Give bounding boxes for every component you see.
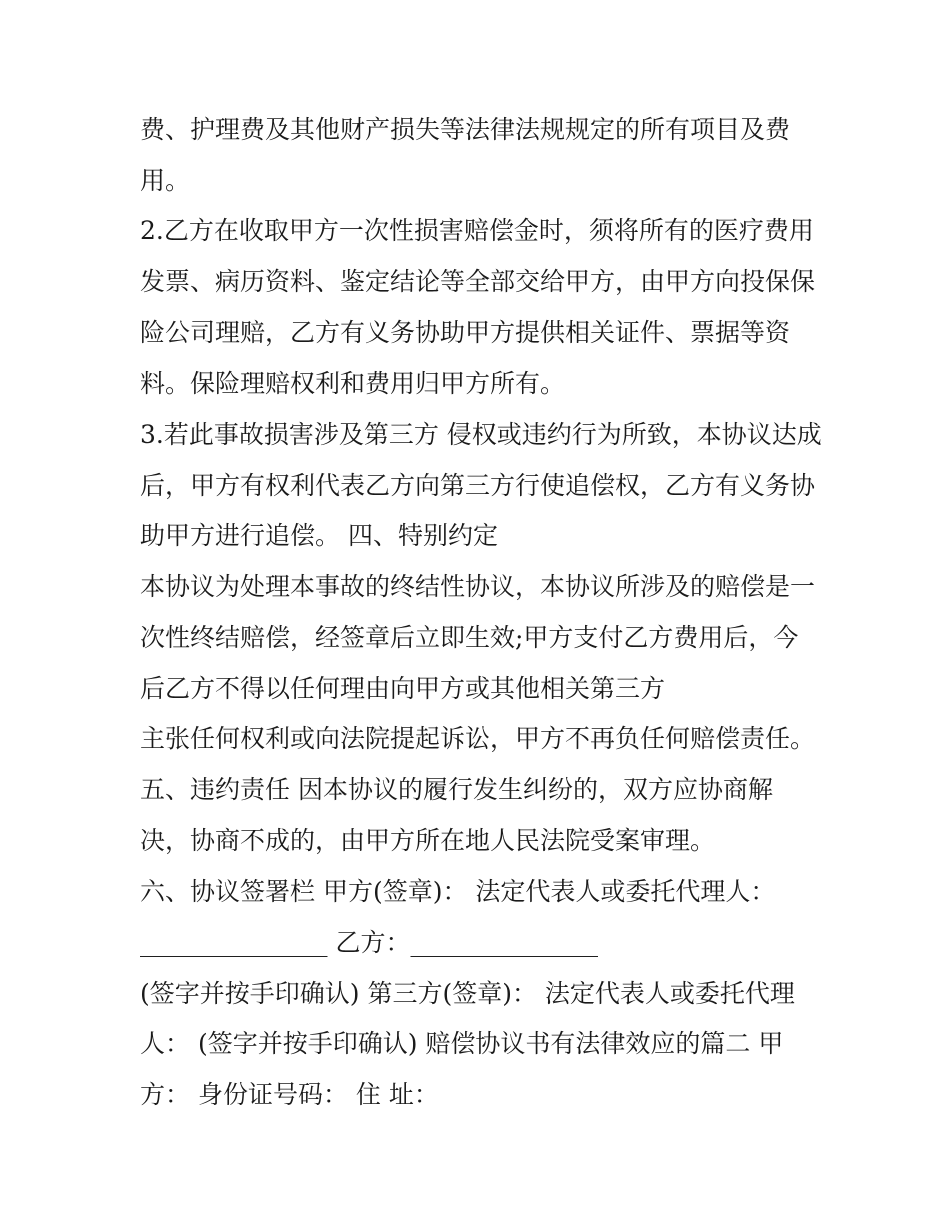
text-line: 人： (签字并按手印确认) 赔偿协议书有法律效应的篇二 甲: [140, 1029, 784, 1058]
text-line: 助甲方进行追偿。 四、特别约定: [140, 521, 498, 550]
text-line: 费、护理费及其他财产损失等法律法规规定的所有项目及费: [140, 115, 791, 144]
text-line: 料。保险理赔权利和费用归甲方所有。: [140, 369, 566, 398]
text-line: (签字并按手印确认) 第三方(签章)： 法定代表人或委托代理: [140, 979, 795, 1008]
text-line: 六、协议签署栏 甲方(签章)： 法定代表人或委托代理人：: [140, 877, 776, 906]
text-line: 决，协商不成的，由甲方所在地人民法院受案审理。: [140, 826, 716, 855]
text-line: 2.乙方在收取甲方一次性损害赔偿金时，须将所有的医疗费用: [140, 216, 814, 245]
text-line: 险公司理赔，乙方有义务协助甲方提供相关证件、票据等资: [140, 318, 791, 347]
text-line: 次性终结赔偿，经签章后立即生效;甲方支付乙方费用后，今: [140, 623, 799, 652]
text-line: 后乙方不得以任何理由向甲方或其他相关第三方: [140, 674, 666, 703]
text-line: 五、违约责任 因本协议的履行发生纠纷的，双方应协商解: [140, 775, 773, 804]
text-line: 后，甲方有权利代表乙方向第三方行使追偿权，乙方有义务协: [140, 471, 816, 500]
text-line: 用。: [140, 166, 191, 195]
text-line: 3.若此事故损害涉及第三方 侵权或违约行为所致，本协议达成: [140, 420, 822, 449]
signature-blank-line: _______________ 乙方：_______________: [140, 928, 598, 957]
text-line: 主张任何权利或向法院提起诉讼，甲方不再负任何赔偿责任。: [140, 724, 816, 753]
text-line: 发票、病历资料、鉴定结论等全部交给甲方，由甲方向投保保: [140, 267, 816, 296]
text-line: 本协议为处理本事故的终结性协议，本协议所涉及的赔偿是一: [140, 572, 816, 601]
text-line: 方： 身份证号码： 住 址：: [140, 1080, 439, 1109]
